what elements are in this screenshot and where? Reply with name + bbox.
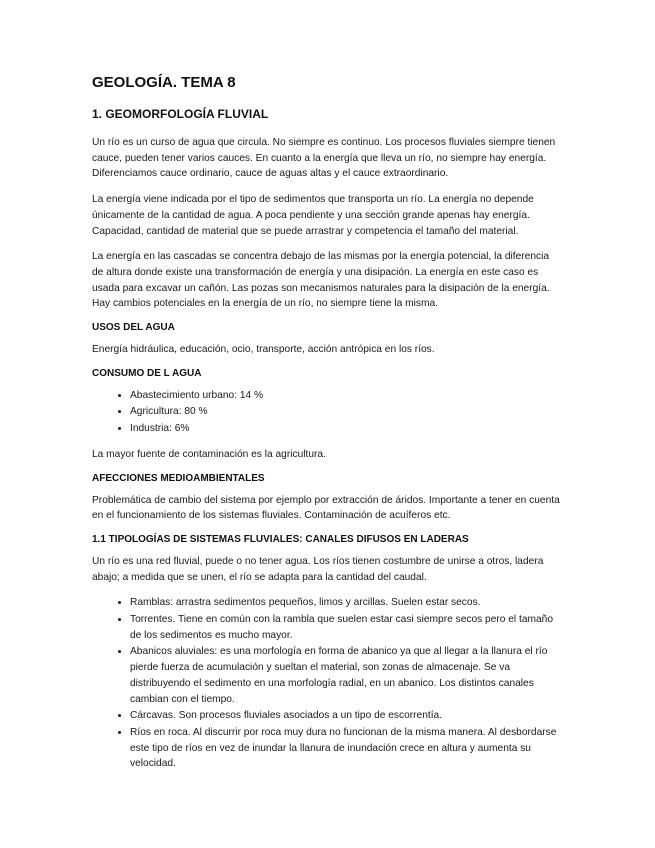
list-item: • Abastecimiento urbano: 14 % [130, 388, 563, 404]
subheading-tipologias: 1.1 TIPOLOGÍAS DE SISTEMAS FLUVIALES: CANALES DIFUSOS EN LADERAS [92, 533, 469, 545]
list-item: • Agricultura: 80 % [130, 404, 563, 420]
tipologias-list [92, 595, 563, 772]
list-item: • Ríos en roca. Al discurrir por roca muy dura no funcionan de la misma manera. Al desbordarse este tipo de ríos en vez de inundar la llanura de inundación crece en altura y aumenta su velocidad. [130, 725, 563, 772]
list-item: • Torrentes. Tiene en común con la rambla que suelen estar casi siempre secos pero el tamaño de los sedimentos es mucho mayor. [130, 612, 563, 643]
paragraph: Energía hidráulica, educación, ocio, transporte, acción antrópica en los ríos. [92, 344, 435, 356]
document-title: GEOLOGÍA. TEMA 8 [92, 74, 236, 91]
consumo-list [92, 388, 563, 437]
paragraph: La energía en las cascadas se concentra debajo de las mismas por la energía potencial, la diferencia de altura donde existe una transformación de energía y una disipación. La energía en este caso es usada para excavar un cañón. Las pozas son mecanismos naturales para la disipación de la energía. Hay cambios potenciales en la energía de un río, no siempre tiene la misma. [92, 251, 550, 310]
paragraph: La energía viene indicada por el tipo de sedimentos que transporta un río. La energía no depende únicamente de la cantidad de agua. A poca pendiente y una sección grande apenas hay energía. Capacidad, cantidad de material que se puede arrastrar y competencia el tamaño del material. [92, 194, 534, 237]
subheading-afecciones: AFECCIONES MEDIOAMBIENTALES [92, 472, 265, 484]
paragraph: La mayor fuente de contaminación es la agricultura. [92, 448, 326, 460]
section-heading-geomorfologia: 1. GEOMORFOLOGÍA FLUVIAL [92, 107, 269, 121]
subheading-consumo-del-agua: CONSUMO DE L AGUA [92, 367, 202, 379]
paragraph: Problemática de cambio del sistema por ejemplo por extracción de áridos. Importante a tener en cuenta en el funcionamiento de los sistemas fluviales. Contaminación de acuíferos etc. [92, 494, 560, 522]
list-item: • Industria: 6% [130, 421, 563, 437]
paragraph: Un río es una red fluvial, puede o no tener agua. Los ríos tienen costumbre de unirse a otros, ladera abajo; a medida que se unen, el río se adapta para la cantidad del caudal. [92, 555, 544, 583]
paragraph: Un río es un curso de agua que circula. No siempre es continuo. Los procesos fluviales siempre tienen cauce, pueden tener varios cauces. En cuanto a la energía que lleva un río, no siempre hay energía. Diferenciamos cauce ordinario, cauce de aguas altas y el cauce extraordinario. [92, 137, 556, 180]
list-item: • Cárcavas. Son procesos fluviales asociados a un tipo de escorrentía. [130, 708, 563, 724]
list-item: • Abanicos aluviales: es una morfología en forma de abanico ya que al llegar a la llanura el río pierde fuerza de acumulación y sueltan el material, son zonas de almacenaje. Se va distribuyendo el sedimento en una morfología radial, en un abanico. Los distintos canales cambian con el tiempo. [130, 644, 563, 707]
subheading-usos-del-agua: USOS DEL AGUA [92, 322, 175, 334]
list-item: • Ramblas: arrastra sedimentos pequeños, limos y arcillas. Suelen estar secos. [130, 595, 563, 611]
